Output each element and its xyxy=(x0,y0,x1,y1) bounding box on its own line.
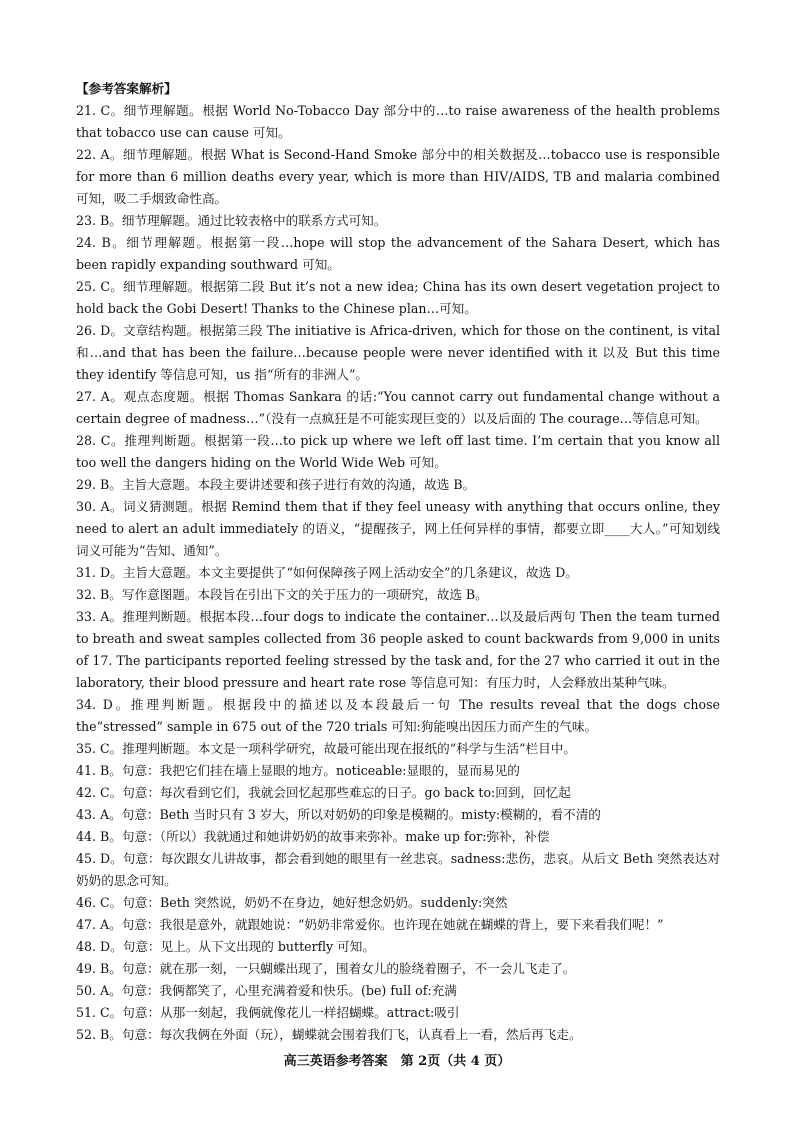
answer-item: 25. C。细节理解题。根据第二段 But it’s not a new idea; China has its own desert vegetation project to hold back the Gobi Desert! Thanks to the Chinese plan…可知。 xyxy=(76,279,720,316)
answer-item: 22. A。细节理解题。根据 What is Second-Hand Smoke 部分中的相关数据及…tobacco use is responsible for more than 6 million deaths every year, which is more than HIV/AIDS, TB and malaria combined 可知，吸二手烟致命性高。 xyxy=(76,147,720,206)
answer-item: 46. C。句意：Beth 突然说，奶奶不在身边，她好想念奶奶。suddenly:突然 xyxy=(76,895,508,910)
answer-item: 44. B。句意：（所以）我就通过和她讲奶奶的故事来弥补。make up for:弥补，补偿 xyxy=(76,829,550,844)
answer-item: 29. B。主旨大意题。本段主要讲述要和孩子进行有效的沟通，故选 B。 xyxy=(76,477,476,492)
answer-item: 32. B。写作意图题。本段旨在引出下文的关于压力的一项研究，故选 B。 xyxy=(76,587,488,602)
answer-item: 23. B。细节理解题。通过比较表格中的联系方式可知。 xyxy=(76,213,387,228)
answer-item: 51. C。句意：从那一刻起，我俩就像花儿一样招蝴蝶。attract:吸引 xyxy=(76,1005,460,1020)
answer-item: 41. B。句意：我把它们挂在墙上显眼的地方。noticeable:显眼的，显而易见的 xyxy=(76,763,520,778)
answer-item: 45. D。句意：每次跟女儿讲故事，都会看到她的眼里有一丝悲哀。sadness:悲伤，悲哀。从后文 Beth 突然表达对奶奶的思念可知。 xyxy=(76,851,720,888)
answer-item: 48. D。句意：见上。从下文出现的 butterfly 可知。 xyxy=(76,939,375,954)
answer-item: 28. C。推理判断题。根据第一段…to pick up where we left off last time. I’m certain that you know all too well the dangers hiding on the World Wide Web 可知。 xyxy=(76,433,720,470)
answer-item: 21. C。细节理解题。根据 World No-Tobacco Day 部分中的…to raise awareness of the health problems that tobacco use can cause 可知。 xyxy=(76,103,720,140)
answer-item: 33. A。推理判断题。根据本段…four dogs to indicate the container…以及最后两句 Then the team turned to breath and sweat samples collected from 36 people asked to count backwards from 9,000 in units of 17. The participants reported feeling stressed by the task and, for the 27 who carried it out in the laboratory, their blood pressure and heart rate rose 等信息可知：有压力时，人会释放出某种气味。 xyxy=(76,609,720,690)
page-footer: 高三英语参考答案 第 2页（共 4 页） xyxy=(283,1054,511,1069)
answer-explanations xyxy=(76,78,720,1046)
answer-item: 47. A。句意：我很是意外，就跟她说：“奶奶非常爱你。也许现在她就在蝴蝶的背上，要下来看我们呢！” xyxy=(76,917,664,932)
section-heading: 【参考答案解析】 xyxy=(76,81,177,96)
answer-item: 30. A。词义猜测题。根据 Remind them that if they feel uneasy with anything that occurs online, they need to alert an adult immediately 的语义，“提醒孩子，网上任何异样的事情，都要立即____大人。”可知划线词义可能为“告知、通知”。 xyxy=(76,499,720,558)
answer-item: 34. D。推理判断题。根据段中的描述以及本段最后一句 The results reveal that the dogs chose the“stressed” sample in 675 out of the 720 trials 可知:狗能嗅出因压力而产生的气味。 xyxy=(76,697,720,734)
answer-item: 27. A。观点态度题。根据 Thomas Sankara 的话:“You cannot carry out fundamental change without a certain degree of madness…”（没有一点疯狂是不可能实现巨变的）以及后面的 The courage…等信息可知。 xyxy=(76,389,720,426)
answer-item: 35. C。推理判断题。本文是一项科学研究，故最可能出现在报纸的“科学与生活”栏目中。 xyxy=(76,741,576,756)
answer-item: 50. A。句意：我俩都笑了，心里充满着爱和快乐。(be) full of:充满 xyxy=(76,983,457,998)
answer-item: 26. D。文章结构题。根据第三段 The initiative is Africa-driven, which for those on the continent, is vital 和…and that has been the failure…because people were never identified with it 以及 But this time they identify 等信息可知，us 指“所有的非洲人”。 xyxy=(76,323,720,382)
answer-item: 24. B。细节理解题。根据第一段…hope will stop the advancement of the Sahara Desert, which has been rapidly expanding southward 可知。 xyxy=(76,235,720,272)
answer-item: 49. B。句意：就在那一刻，一只蝴蝶出现了，围着女儿的脸绕着圈子，不一会儿飞走了。 xyxy=(76,961,576,976)
answer-list xyxy=(76,100,720,1046)
answer-item: 42. C。句意：每次看到它们，我就会回忆起那些难忘的日子。go back to:回到，回忆起 xyxy=(76,785,571,800)
answer-item: 52. B。句意：每次我俩在外面（玩），蝴蝶就会围着我们飞，认真看上一看，然后再飞走。 xyxy=(76,1027,582,1042)
answer-item: 43. A。句意：Beth 当时只有 3 岁大，所以对奶奶的印象是模糊的。misty:模糊的，看不清的 xyxy=(76,807,601,822)
answer-item: 31. D。主旨大意题。本文主要提供了“如何保障孩子网上活动安全”的几条建议，故选 D。 xyxy=(76,565,578,580)
